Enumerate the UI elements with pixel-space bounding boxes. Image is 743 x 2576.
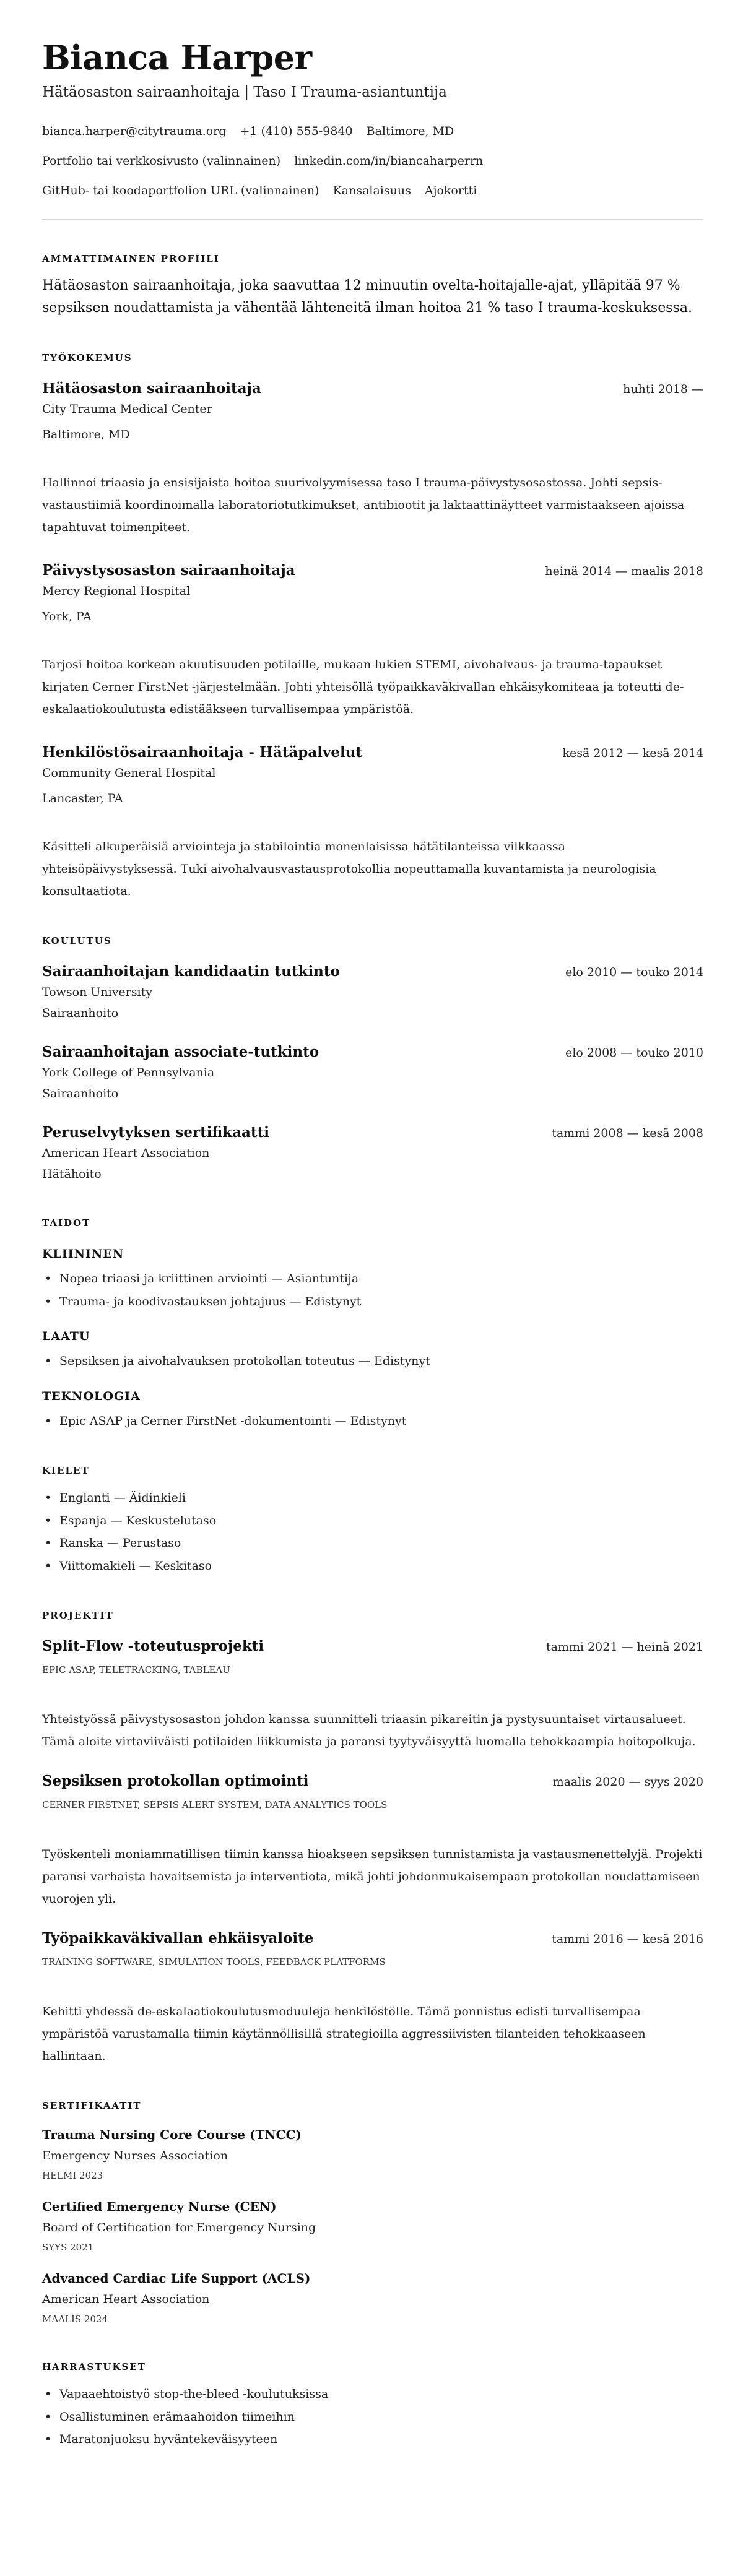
field-of-study: Sairaanhoito <box>42 1006 119 1020</box>
skills-section <box>42 1216 703 1432</box>
job-title: Hätäosaston sairaanhoitaja <box>42 380 261 397</box>
resume-header <box>42 36 703 205</box>
school-name: York College of Pennsylvania <box>42 1066 215 1079</box>
certification-name: Advanced Cardiac Life Support (ACLS) <box>42 2271 311 2286</box>
contact-row <box>42 116 703 146</box>
job-location: Lancaster, PA <box>42 792 123 805</box>
degree: Peruselvytyksen sertifikaatti <box>42 1124 269 1141</box>
section-heading: PROJEKTIT <box>42 1610 114 1621</box>
interest-item: • Vapaaehtoistyö stop-the-bleed -koulutuksissa <box>42 2383 703 2406</box>
job-description: Hallinnoi triaasia ja ensisijaista hoitoa suurivolyymisessa taso I trauma-päivystysosastossa. Johti sepsis-vastaustiimiä koordinoimalla laboratoriotutkimukset, antibiootit ja laktaattinäytteet varmistaakseen ajoissa tapahtuvat toimenpiteet. <box>42 476 685 534</box>
project-header <box>42 1771 703 1791</box>
project-dates: maalis 2020 — syys 2020 <box>552 1775 703 1789</box>
skill-list <box>42 1410 703 1433</box>
degree: Sairaanhoitajan associate-tutkinto <box>42 1044 319 1060</box>
language-item: • Englanti — Äidinkieli <box>42 1487 703 1510</box>
contact-row <box>42 176 703 205</box>
job-description: Käsitteli alkuperäisiä arviointeja ja stabilointia monenlaisissa hätätilanteissa vilkkaassa yhteisöpäivystyksessä. Tuki aivohalvausvastausprotokollia nopeuttamalla kuvantamista ja neurologisia konsultaatiota. <box>42 840 656 898</box>
interest-item: • Osallistuminen erämaahoidon tiimeihin <box>42 2406 703 2429</box>
project-technologies: EPIC ASAP, TELETRACKING, TABLEAU <box>42 1664 230 1675</box>
certification-date: MAALIS 2024 <box>42 2314 108 2325</box>
education-header <box>42 962 703 982</box>
job-dates: kesä 2012 — kesä 2014 <box>562 746 703 760</box>
section-heading: SERTIFIKAATIT <box>42 2100 142 2111</box>
education-dates: tammi 2008 — kesä 2008 <box>552 1126 703 1140</box>
citizenship: Kansalaisuus <box>332 184 411 197</box>
certification-name: Trauma Nursing Core Course (TNCC) <box>42 2127 302 2142</box>
skill-item: • Nopea triaasi ja kriittinen arviointi — Asiantuntija <box>42 1268 703 1290</box>
company-name: Mercy Regional Hospital <box>42 584 191 598</box>
section-heading: AMMATTIMAINEN PROFIILI <box>42 253 220 264</box>
certification-name: Certified Emergency Nurse (CEN) <box>42 2199 277 2214</box>
job-header <box>42 379 703 399</box>
school-name: Towson University <box>42 985 152 999</box>
job-header <box>42 561 703 581</box>
education-entry <box>42 1042 703 1104</box>
project-description: Kehitti yhdessä de-eskalaatiokoulutusmoduuleja henkilöstölle. Tämä ponnistus edisti turvallisempaa ympäristöä varustamalla tiimin käytännöllisillä strategioilla aggressiivisten tilanteiden tehokkaaseen hallintaan. <box>42 2005 646 2063</box>
skill-group-heading: TEKNOLOGIA <box>42 1389 141 1403</box>
education-entry <box>42 962 703 1024</box>
project-entry <box>42 1929 703 2067</box>
skill-item: • Sepsiksen ja aivohalvauksen protokollan toteutus — Edistynyt <box>42 1350 703 1373</box>
project-entry <box>42 1771 703 1910</box>
job-description: Tarjosi hoitoa korkean akuutisuuden potilaille, mukaan lukien STEMI, aivohalvaus- ja trauma-tapaukset kirjaten Cerner FirstNet -järjestelmään. Johti yhteisöllä työpaikkaväkivallan ehkäisykomiteaa ja toteutti de-eskalaatiokoulutusta edistääkseen turvallisempaa ympäristöä. <box>42 658 684 716</box>
project-technologies: CERNER FIRSTNET, SEPSIS ALERT SYSTEM, DATA ANALYTICS TOOLS <box>42 1799 388 1810</box>
company-name: City Trauma Medical Center <box>42 402 212 416</box>
project-entry <box>42 1636 703 1753</box>
certification-entry <box>42 2124 703 2185</box>
job-title: Päivystysosaston sairaanhoitaja <box>42 562 295 579</box>
certification-date: HELMI 2023 <box>42 2170 103 2181</box>
interest-item: • Maratonjuoksu hyväntekeväisyyteen <box>42 2428 703 2451</box>
project-title: Sepsiksen protokollan optimointi <box>42 1773 309 1789</box>
certification-date: SYYS 2021 <box>42 2242 94 2253</box>
job-header <box>42 743 703 763</box>
job-title: Henkilöstösairaanhoitaja - Hätäpalvelut <box>42 744 363 761</box>
skill-list <box>42 1350 703 1373</box>
divider <box>42 219 703 220</box>
email-link[interactable]: bianca.harper@citytrauma.org <box>42 124 227 138</box>
field-of-study: Sairaanhoito <box>42 1087 119 1100</box>
portfolio-link[interactable]: Portfolio tai verkkosivusto (valinnainen) <box>42 154 281 168</box>
language-item: • Ranska — Perustaso <box>42 1532 703 1555</box>
company-name: Community General Hospital <box>42 766 216 780</box>
skill-item: • Epic ASAP ja Cerner FirstNet -dokumentointi — Edistynyt <box>42 1410 703 1433</box>
job-location: Baltimore, MD <box>42 428 130 441</box>
job-entry <box>42 561 703 720</box>
project-header <box>42 1636 703 1656</box>
skill-group-heading: KLIININEN <box>42 1247 124 1261</box>
linkedin-link[interactable]: linkedin.com/in/biancaharperrn <box>294 154 484 168</box>
project-description: Työskenteli moniammatillisen tiimin kanssa hioakseen sepsiksen tunnistamista ja vastausmenettelyjä. Projekti paransi varhaista havaitsemista ja interventiota, mikä johti johdonmukaisempaan protokollan noudattamiseen vuorojen yli. <box>42 1848 703 1906</box>
skill-item: • Trauma- ja koodivastauksen johtajuus — Edistynyt <box>42 1290 703 1313</box>
field-of-study: Hätähoito <box>42 1167 102 1181</box>
job-entry <box>42 743 703 902</box>
project-title: Työpaikkaväkivallan ehkäisyaloite <box>42 1930 314 1947</box>
job-dates: huhti 2018 — <box>623 383 703 396</box>
project-dates: tammi 2021 — heinä 2021 <box>545 1640 703 1654</box>
languages-section <box>42 1463 703 1577</box>
degree: Sairaanhoitajan kandidaatin tutkinto <box>42 963 340 980</box>
project-title: Split-Flow -toteutusprojekti <box>42 1638 264 1654</box>
skill-list <box>42 1268 703 1313</box>
certifications-section <box>42 2098 703 2328</box>
location: Baltimore, MD <box>366 124 454 138</box>
education-section <box>42 933 703 1185</box>
section-heading: HARRASTUKSET <box>42 2361 146 2372</box>
education-header <box>42 1042 703 1062</box>
education-header <box>42 1123 703 1143</box>
project-dates: tammi 2016 — kesä 2016 <box>552 1932 703 1946</box>
education-entry <box>42 1123 703 1185</box>
candidate-name: Bianca Harper <box>42 38 312 77</box>
phone: +1 (410) 555-9840 <box>240 124 353 138</box>
section-heading: TYÖKOKEMUS <box>42 352 133 363</box>
github-link[interactable]: GitHub- tai koodaportfolion URL (valinnainen) <box>42 184 319 197</box>
section-heading: KIELET <box>42 1465 90 1476</box>
certification-issuer: Board of Certification for Emergency Nursing <box>42 2221 316 2234</box>
contact-info <box>42 116 703 205</box>
section-heading: TAIDOT <box>42 1217 91 1229</box>
skill-group-heading: LAATU <box>42 1329 90 1343</box>
contact-row <box>42 146 703 176</box>
certification-entry <box>42 2196 703 2257</box>
language-item: • Espanja — Keskustelutaso <box>42 1510 703 1532</box>
language-item: • Viittomakieli — Keskitaso <box>42 1555 703 1578</box>
education-dates: elo 2008 — touko 2010 <box>565 1046 703 1060</box>
project-technologies: TRAINING SOFTWARE, SIMULATION TOOLS, FEEDBACK PLATFORMS <box>42 1956 386 1968</box>
job-location: York, PA <box>42 610 92 623</box>
certification-entry <box>42 2268 703 2328</box>
candidate-title: Hätäosaston sairaanhoitaja | Taso I Trauma-asiantuntija <box>42 84 447 100</box>
experience-section <box>42 350 703 902</box>
projects-section <box>42 1608 703 2067</box>
profile-section <box>42 251 703 319</box>
job-entry <box>42 379 703 538</box>
job-dates: heinä 2014 — maalis 2018 <box>545 564 703 578</box>
certification-issuer: Emergency Nurses Association <box>42 2149 228 2163</box>
drivers-license: Ajokortti <box>424 184 477 197</box>
certification-issuer: American Heart Association <box>42 2293 210 2306</box>
education-dates: elo 2010 — touko 2014 <box>565 966 703 979</box>
school-name: American Heart Association <box>42 1146 210 1160</box>
profile-text: Hätäosaston sairaanhoitaja, joka saavuttaa 12 minuutin ovelta-hoitajalle-ajat, ylläpitää 97 % sepsiksen noudattamista ja vähentää lähteneitä ilman hoitoa 21 % taso I trauma-keskuksessa. <box>42 278 692 316</box>
project-header <box>42 1929 703 1948</box>
project-description: Yhteistyössä päivystysosaston johdon kanssa suunnitteli triaasin pikareitin ja pystysuuntaiset virtausalueet. Tämä aloite virtaviiväisti potilaiden liikkumista ja paransi tyytyväisyyttä luomalla tehokkaampia hoitopolkuja. <box>42 1713 696 1748</box>
interests-section <box>42 2359 703 2451</box>
section-heading: KOULUTUS <box>42 935 112 946</box>
